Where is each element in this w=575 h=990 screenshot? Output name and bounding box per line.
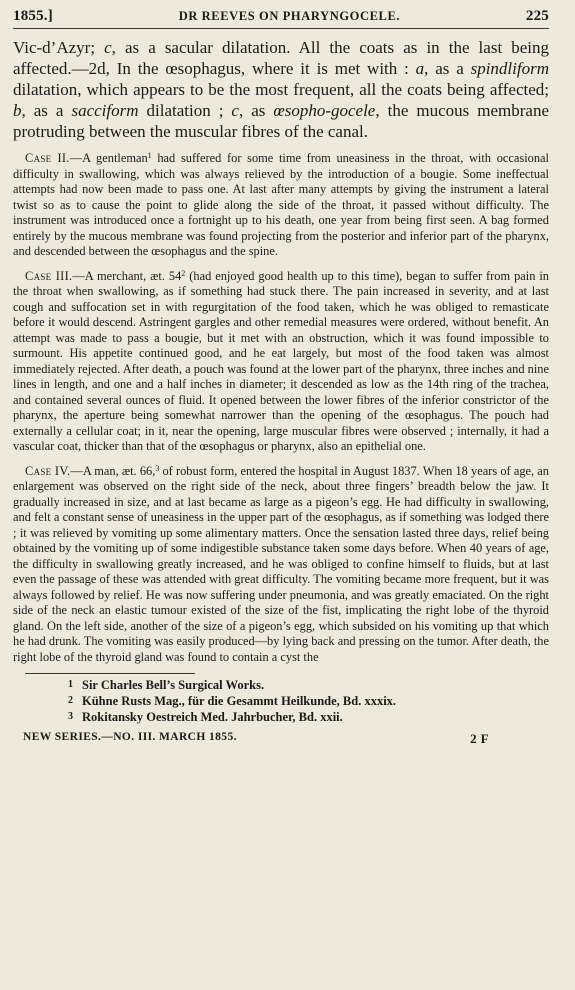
footnote: 1 Sir Charles Bell’s Surgical Works.	[68, 678, 265, 692]
intro-paragraph: Vic-d’Azyr; c, as a sacular dilatation. All the coats as in the last being affected.—2d, In the œsophagus, where it is met with : a, as a spindliform dilatation, which appears to be the most frequent, all the coats being affected; b, as a sacciform dilatation ; c, as œsopho-gocele, the mucous membrane protruding between the muscular fibres of the canal.	[13, 38, 549, 141]
page-footer	[23, 731, 489, 747]
footnote-ref: 1	[147, 151, 152, 160]
case-iii-paragraph: Case III.—A merchant, æt. $54^2$ (had enjoyed good health up to this time), began to suffer from pain in the throat when swallowing, as if something had stuck there. The pain increased in severity, and at last cough and suffocation set in with regurgitation of the food taken, which he was obliged to remasticate before it would descend. Astringent gargles and other remedial measures were ordered, without benefit. An attempt was made to pass a bougie, but it met with an obstruction, which it was found impossible to surmount. His appetite continued good, and he eat largely, but most of the food taken was almost immediately rejected. After death, a pouch was found at the lower part of the pharynx, three inches and nine lines in length, and one and a half inches in diameter; it descended as low as the 14th ring of the trachea, and contained several ounces of fluid. It opened between the lower fibres of the inferior constrictor of the pharynx, the aperture being somewhat narrower than the opening of the œsophagus. The pouch had externally a cellular coat; in it, near the opening, large muscular fibres were observed ; internally, it had a vascular coat, thicker than that of the œsophagus or pharynx, also an epithelial one.	[13, 268, 549, 453]
signature-mark: 2 F	[470, 731, 489, 746]
footnote-rule	[25, 673, 195, 674]
case-heading: Case III.	[25, 268, 73, 283]
page-number: 225	[525, 8, 549, 24]
case-ii-paragraph: Case II.—A gentleman$^1$ had suffered for some time from uneasiness in the throat, with occasional difficulty in swallowing, which was always relieved by the introduction of a bougie. Some ineffectual attempts had now been made to pass one. At last after many attempts by giving the instrument a lateral twist so as to cause the point to glide along the side of the throat, it passed without difficulty. The instrument was introduced once a fortnight up to his death, one year from being first seen. A bag formed entirely by the mucous membrane was found projecting from the posterior and inferior part of the pharynx, and descended between the œsophagus and the spine.	[13, 151, 549, 258]
header-year: 1855.]	[13, 8, 53, 24]
header-title: DR REEVES ON PHARYNGOCELE.	[178, 9, 401, 23]
case-heading: Case IV.	[25, 463, 71, 478]
running-header	[13, 8, 549, 29]
case-iv-paragraph: Case IV.—A man, æt. 66,$^3$ of robust form, entered the hospital in August 1837. When 18 years of age, an enlargement was observed on the right side of the neck, about three fingers’ breadth below the jaw. It gradually increased in size, and at last became as large as a pigeon’s egg. He had difficulty in swallowing, and felt a constant sense of uneasiness in the upper part of the œsophagus, as if something was lodged there ; it was relieved by vomiting up some alimentary matters. Once the sensation lasted three days, relief being obtained by the vomiting up of some indigestible substance taken some days before. When 40 years of age, the difficulty in swallowing greatly increased, and he was obliged to confine himself to fluids, but at last even the passage of these was attended with great difficulty. The vomiting became more frequent, but it was always followed by relief. He was now suffering under pneumonia, and was greatly emaciated. On the right side of the neck an elastic tumour existed of the size of the fist, implicating the right lobe of the thyroid gland. On the left side, another of the size of a pigeon’s egg, which subsided on his vomiting up that which he had drunk. The vomiting was easily produced—by lying back and pressing on the tumor. After death, the right lobe of the thyroid gland was found to contain a cyst the	[13, 463, 549, 664]
footnote-ref: 2	[181, 268, 186, 278]
case-heading: Case II.	[25, 151, 70, 165]
footnote: 3 Rokitansky Oestreich Med. Jahrbucher, Bd. xxii.	[68, 710, 343, 724]
footnote-ref: 3	[155, 463, 160, 473]
series-line: NEW SERIES.—NO. III. MARCH 1855.	[23, 731, 237, 743]
footnote: 2 Kühne Rusts Mag., für die Gesammt Heilkunde, Bd. xxxix.	[68, 694, 397, 708]
footnotes	[68, 677, 549, 725]
